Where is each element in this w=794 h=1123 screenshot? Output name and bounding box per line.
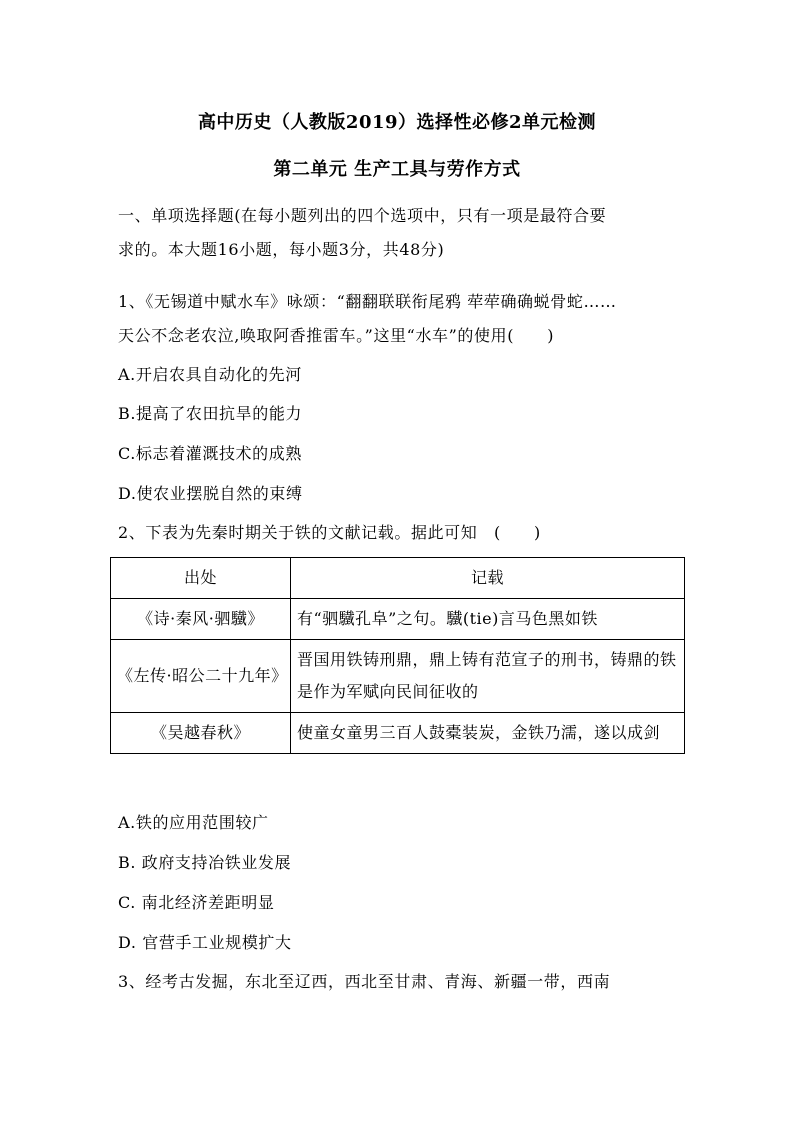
- q1-option-d: D.使农业摆脱自然的束缚: [118, 484, 303, 503]
- table-row: [111, 640, 685, 713]
- q1-stem-line1: 1、《无锡道中赋水车》咏颂：“翻翻联联衔尾鸦 荦荦确确蜕骨蛇……: [118, 292, 617, 311]
- table-cell-source: 《诗·秦风·驷驖》: [111, 599, 291, 640]
- q2-option-c: C. 南北经济差距明显: [118, 893, 275, 912]
- unit-subtitle: 第二单元 生产工具与劳作方式: [273, 159, 521, 180]
- table-row: [111, 599, 685, 640]
- iron-records-table: [110, 557, 685, 754]
- table-cell-record: 晋国用铁铸刑鼎，鼎上铸有范宣子的刑书，铸鼎的铁是作为军赋向民间征收的: [291, 640, 685, 713]
- q1-stem-line2: 天公不念老农泣,唤取阿香推雷车。”这里“水车”的使用( ): [118, 326, 555, 345]
- q1-option-c: C.标志着灌溉技术的成熟: [118, 444, 302, 463]
- table-header-source: 出处: [111, 558, 291, 599]
- q2-option-a: A.铁的应用范围较广: [118, 813, 269, 832]
- table-cell-source: 《左传·昭公二十九年》: [111, 640, 291, 713]
- q2-stem: 2、下表为先秦时期关于铁的文献记载。据此可知 ( ): [118, 523, 541, 542]
- q1-option-b: B.提高了农田抗旱的能力: [118, 404, 303, 423]
- table-header-record: 记载: [291, 558, 685, 599]
- q3-stem-line1: 3、经考古发掘，东北至辽西，西北至甘肃、青海、新疆一带，西南: [118, 972, 611, 991]
- table-cell-source: 《吴越春秋》: [111, 713, 291, 754]
- q2-option-b: B. 政府支持冶铁业发展: [118, 853, 292, 872]
- section-heading-line2: 求的。本大题16小题，每小题3分，共48分): [118, 240, 445, 259]
- document-title: 高中历史（人教版2019）选择性必修2单元检测: [197, 112, 597, 133]
- section-heading-line1: 一、单项选择题(在每小题列出的四个选项中，只有一项是最符合要: [118, 206, 607, 225]
- table-row: [111, 713, 685, 754]
- table-cell-record: 有“驷驖孔阜”之句。驖(tie)言马色黑如铁: [291, 599, 685, 640]
- q1-option-a: A.开启农具自动化的先河: [118, 365, 302, 384]
- table-header-row: [111, 558, 685, 599]
- table-cell-record: 使童女童男三百人鼓橐装炭，金铁乃濡，遂以成剑: [291, 713, 685, 754]
- q2-option-d: D. 官营手工业规模扩大: [118, 933, 292, 952]
